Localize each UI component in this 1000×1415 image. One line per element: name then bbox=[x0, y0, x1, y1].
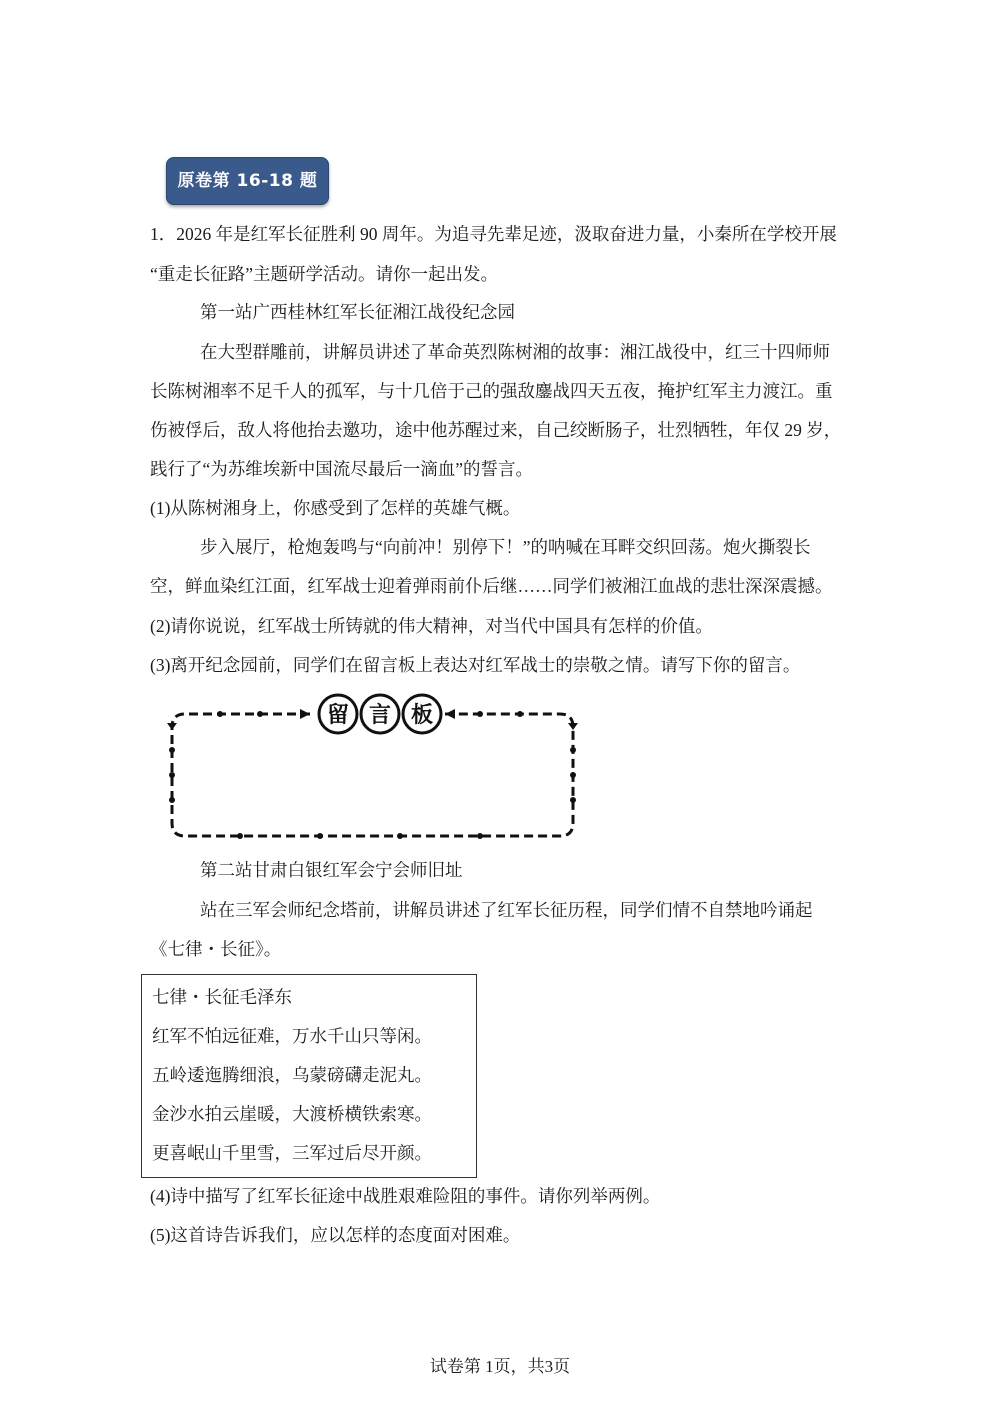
poem-line-1: 红军不怕远征难，万水千山只等闲。 bbox=[152, 1026, 432, 1046]
station1-story-line-3: 伤被俘后，敌人将他抬去邀功，途中他苏醒过来，自己绞断肠子，壮烈牺牲，年仅 29 岁， bbox=[150, 420, 842, 440]
poem-line-4: 更喜岷山千里雪，三军过后尽开颜。 bbox=[152, 1143, 432, 1163]
station1-story-line-4: 践行了“为苏维埃新中国流尽最后一滴血”的誓言。 bbox=[150, 459, 534, 479]
board-char-3: 板 bbox=[410, 703, 434, 728]
station1-story-line-1: 在大型群雕前，讲解员讲述了革命英烈陈树湘的故事：湘江战役中，红三十四师师 bbox=[200, 342, 830, 362]
station2-text-line-2: 《七律・长征》。 bbox=[150, 939, 282, 959]
intro-line-1: 1．2026 年是红军长征胜利 90 周年。为追寻先辈足迹，汲取奋进力量，小秦所在学校开展 bbox=[150, 224, 837, 244]
message-board-illustration bbox=[160, 690, 590, 850]
question-4: (4)诗中描写了红军长征途中战胜艰难险阻的事件。请你列举两例。 bbox=[150, 1186, 661, 1206]
poem-line-3: 金沙水拍云崖暖，大渡桥横铁索寒。 bbox=[152, 1104, 432, 1124]
poem-title: 七律・长征毛泽东 bbox=[152, 987, 292, 1007]
station1-story-line-2: 长陈树湘率不足千人的孤军，与十几倍于己的强敌鏖战四天五夜，掩护红军主力渡江。重 bbox=[150, 381, 833, 401]
question-source-badge: 原卷第 16-18 题 bbox=[166, 157, 329, 205]
station2-title: 第二站甘肃白银红军会宁会师旧址 bbox=[200, 860, 463, 880]
board-title-chars bbox=[319, 695, 441, 733]
question-2: (2)请你说说，红军战士所铸就的伟大精神，对当代中国具有怎样的价值。 bbox=[150, 616, 713, 636]
board-char-1: 留 bbox=[326, 703, 350, 728]
question-5: (5)这首诗告诉我们，应以怎样的态度面对困难。 bbox=[150, 1225, 521, 1245]
station2-text-line-1: 站在三军会师纪念塔前，讲解员讲述了红军长征历程，同学们情不自禁地吟诵起 bbox=[200, 900, 813, 920]
intro-line-2: “重走长征路”主题研学活动。请你一起出发。 bbox=[150, 264, 499, 284]
station1-hall-line-2: 空，鲜血染红江面，红军战士迎着弹雨前仆后继……同学们被湘江血战的悲壮深深震撼。 bbox=[150, 576, 833, 596]
page-footer: 试卷第 1页，共3页 bbox=[429, 1357, 571, 1376]
poem-line-2: 五岭逶迤腾细浪，乌蒙磅礴走泥丸。 bbox=[152, 1065, 432, 1085]
station1-hall-line-1: 步入展厅，枪炮轰鸣与“向前冲！别停下！”的呐喊在耳畔交织回荡。炮火撕裂长 bbox=[200, 537, 811, 557]
poem-box bbox=[141, 974, 477, 1178]
question-3: (3)离开纪念园前，同学们在留言板上表达对红军战士的崇敬之情。请写下你的留言。 bbox=[150, 655, 801, 675]
station1-title: 第一站广西桂林红军长征湘江战役纪念园 bbox=[200, 302, 515, 322]
question-1: (1)从陈树湘身上，你感受到了怎样的英雄气概。 bbox=[150, 498, 521, 518]
board-char-2: 言 bbox=[368, 703, 392, 728]
